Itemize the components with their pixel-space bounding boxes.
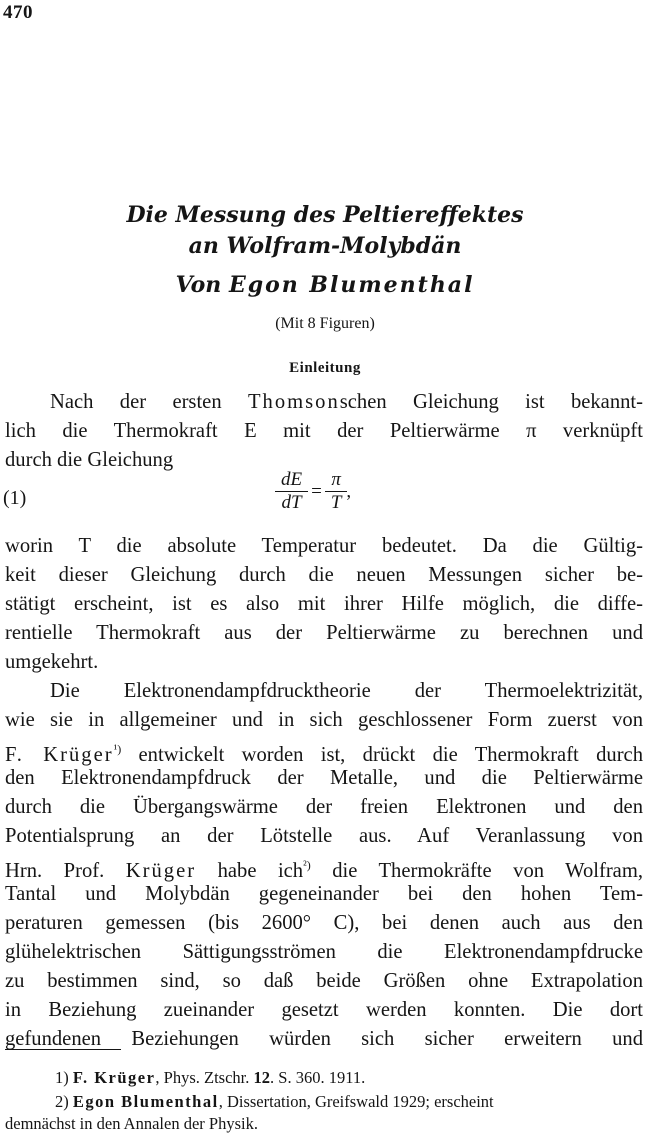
rhs-denominator: T [330, 492, 342, 513]
section-heading: Einleitung [289, 360, 361, 376]
equation-1 [278, 470, 351, 513]
footnote-volume: 12 [253, 1068, 271, 1087]
footnote-author: F. Krüger [72, 1068, 156, 1087]
lhs-numerator: dE [281, 469, 303, 490]
footnote-text: , Dissertation, Greifswald 1929; erscheint [218, 1092, 494, 1111]
para3-line-9: peraturen gemessen (bis 2600° C), bei denen auch aus den [5, 912, 643, 934]
footnote-text: , Phys. Ztschr. [155, 1068, 254, 1087]
para3-line-5: durch die Übergangswärme der freien Elektronen und den [5, 796, 643, 818]
para3-line-12: in Beziehung zueinander gesetzt werden konnten. Die dort [5, 999, 643, 1021]
para3-line-6: Potentialsprung an der Lötstelle aus. Auf Veranlassung von [5, 825, 643, 847]
footnote-marker: 1) [55, 1068, 69, 1087]
author-line [0, 270, 650, 301]
article-title [0, 200, 650, 301]
title-line-1: Die Messung des Peltiereffektes [126, 202, 524, 228]
footnote-1 [55, 1066, 650, 1090]
para1-line-1 [50, 388, 643, 417]
para3-line-2: wie sie in allgemeiner und in sich geschlossener Form zuerst von [5, 709, 643, 731]
fraction-lhs [278, 470, 305, 513]
footnote-2-continued: demnächst in den Annalen der Physik. [5, 1114, 258, 1133]
para3-line-13: gefundenen Beziehungen würden sich sicher erweitern und [5, 1028, 643, 1050]
text-run: schen Gleichung ist bekannt- [339, 391, 643, 413]
para2-line-5: umgekehrt. [5, 651, 99, 673]
text-run: die Thermokräfte von Wolfram, [310, 859, 643, 882]
para1-line-3: durch die Gleichung [5, 449, 174, 471]
fraction-rhs [328, 470, 345, 513]
footnote-author: Egon Blumenthal [72, 1092, 219, 1111]
name-thomson: Thomson [247, 391, 340, 413]
equals-sign: = [311, 480, 322, 502]
text-run: Hrn. Prof. [5, 859, 126, 882]
footnote-divider [5, 1049, 121, 1050]
lhs-denominator: dT [281, 492, 302, 513]
para2-line-3: stätigt erscheint, ist es also mit ihrer Hilfe möglich, die diffe- [5, 593, 643, 615]
para3-line-10: glühelektrischen Sättigungsströmen die Elektronendampfdrucke [5, 941, 643, 963]
footnote-marker: 2) [55, 1092, 69, 1111]
para3-line-1: Die Elektronendampfdrucktheorie der Thermoelektrizität, [50, 680, 643, 702]
author-prefix: Von [175, 272, 222, 298]
figure-note: (Mit 8 Figuren) [275, 315, 375, 332]
para2-line-4: rentielle Thermokraft aus der Peltierwärme zu berechnen und [5, 622, 643, 644]
footnote-2 [55, 1090, 650, 1114]
para2-line-1: worin T die absolute Temperatur bedeutet. Da die Gültig- [5, 535, 643, 557]
footnote-ref-2: ²) [303, 858, 311, 872]
footnote-ref-1: ¹) [113, 742, 122, 756]
author-name: Egon Blumenthal [228, 272, 475, 298]
title-line-2: an Wolfram-Molybdän [188, 233, 462, 259]
text-run: entwickelt worden ist, drückt die Thermokraft durch [121, 743, 643, 766]
page-number: 470 [3, 2, 33, 23]
footnote-text: . S. 360. 1911. [270, 1068, 366, 1087]
equation-comma: , [346, 480, 352, 502]
text-run: Nach der ersten [50, 391, 248, 413]
text-run: habe ich [196, 859, 304, 882]
equation-number: (1) [3, 487, 27, 509]
para3-line-8: Tantal und Molybdän gegeneinander bei den hohen Tem- [5, 883, 643, 905]
para2-line-2: keit dieser Gleichung durch die neuen Messungen sicher be- [5, 564, 643, 586]
name-krueger: Krüger [125, 859, 197, 882]
para1-line-2: lich die Thermokraft E mit der Peltierwärme π verknüpft [5, 420, 643, 442]
para3-line-11: zu bestimmen sind, so daß beide Größen ohne Extrapolation [5, 970, 643, 992]
para3-line-4: den Elektronendampfdruck der Metalle, und die Peltierwärme [5, 767, 643, 789]
rhs-numerator: π [331, 469, 341, 490]
name-krueger: F. Krüger [5, 743, 114, 766]
